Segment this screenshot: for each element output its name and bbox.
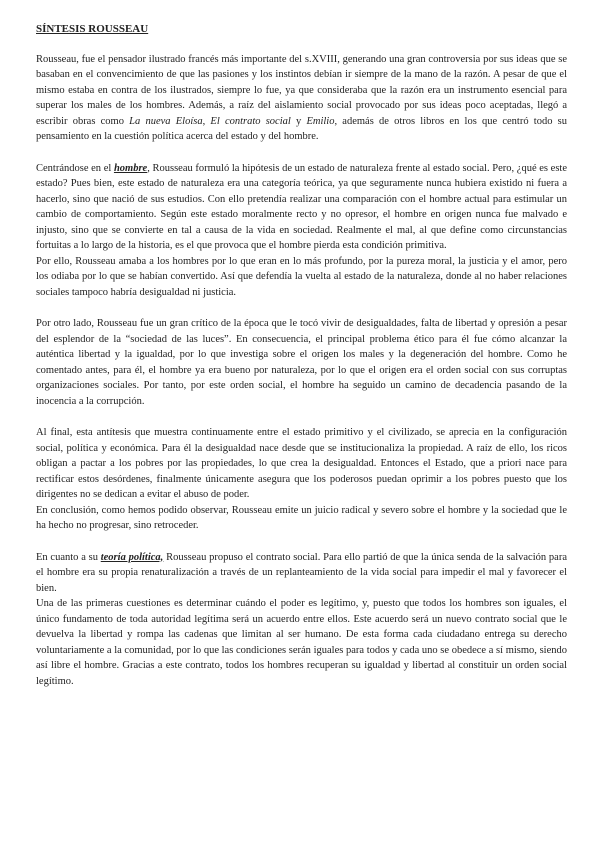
paragraph-teoria-politica xyxy=(36,550,567,597)
intro-text: Rousseau, fue el pensador ilustrado francés más importante del s.XVIII, generando una gran controversia por sus ideas que se basaban en el convencimiento de que las pasiones y los instintos debían ir siempre de la mano de la razón. A pesar de que el mismo estaba en contra de los ilustrados, siempre lo fue, ya que consideraba que la razón era un instrumento esencial para superar los males de los hombres. Además, a raíz del aislamiento social provocado por sus ideas poco aceptadas, llegó a escribir obras como xyxy=(36,53,567,127)
hombre-text: , Rousseau formuló la hipótesis de un estado de naturaleza frente al estado social. Pero, ¿qué es este estado? Pues bien, este estado de naturaleza era una categoría teórica, ya que seguramente nunca hubiera existido ni fuera a hacerlo, sino que nació de sus estudios. Con ello pretendía realizar una comparación con el hombre actual para estimular un cambio de comportamiento. Según este estado moralmente recto y no opresor, el hombre en origen nunca fue malvado e injusto, sino que se convierte en tal a causa de la vida en sociedad. Realmente el mal, al que define como circunstancias fortuitas a lo largo de la historia, es el que provoca que el hombre pierda esta condición primitiva. xyxy=(36,162,567,251)
document-page xyxy=(36,22,567,705)
intro-text-end: , además de otros libros en los que centró todo su pensamiento en la cuestión política acerca del estado y del hombre. xyxy=(36,115,567,142)
teoria-text-start: En cuanto a su xyxy=(36,551,101,563)
paragraph-por-ello: Por ello, Rousseau amaba a los hombres por lo que eran en lo más profundo, por la pureza moral, la justicia y el amor, pero los odiaba por lo que se habían convertido. Así que defendía la vuelta al estado de la naturaleza, donde al no haber relaciones sociales tampoco habría desigualdad ni justicia. xyxy=(36,255,567,298)
paragraph-conclusion: En conclusión, como hemos podido observar, Rousseau emite un juicio radical y severo sobre el hombre y la sociedad que le ha hecho no progresar, sino retroceder. xyxy=(36,504,567,531)
paragraph-hombre xyxy=(36,161,567,254)
work-title-emilio: Emilio xyxy=(306,115,335,127)
keyword-teoria-politica: teoría política, xyxy=(100,551,164,563)
paragraph-contrato: Una de las primeras cuestiones es determinar cuándo el poder es legítimo, y, puesto que todos los hombres son iguales, el único fundamento de toda autoridad legítima será un acuerdo entre ellos. Este acuerdo será un nuevo contrato social que le devuelva la libertad y rompa las cadenas que limitan al ser humano. De esta forma cada ciudadano entrega su derecho voluntariamente a la comunidad, por lo que las condiciones serán iguales para todos y cada uno se obedece a sí mismo, siendo así libre el hombre. Gracias a este contrato, todos los hombres recuperan su igualdad y libertad al constituir un orden social legítimo. xyxy=(36,598,567,687)
keyword-hombre: hombre xyxy=(113,162,148,174)
teoria-text: Rousseau propuso el contrato social. Para ello partió de que la única senda de la salvación para el hombre era su propia renaturalización a través de un replanteamiento de la vida social para impedir el mal y favorecer el bien. xyxy=(36,551,567,594)
separator: , xyxy=(202,115,211,127)
paragraph-intro xyxy=(36,52,567,145)
separator: y xyxy=(290,115,307,127)
work-title-contrato: El contrato social xyxy=(210,115,291,127)
hombre-text-start: Centrándose en el xyxy=(36,162,114,174)
work-title-eloisa: La nueva Eloísa xyxy=(129,115,203,127)
paragraph-critica: Por otro lado, Rousseau fue un gran crítico de la época que le tocó vivir de desigualdades, falta de libertad y opresión a pesar del esplendor de la “sociedad de las luces”. En consecuencia, el principal problema ético para él fue cómo alcanzar la auténtica libertad y la igualdad, por lo que investiga sobre el origen los males y la degeneración del hombre. Como he comentado antes, para él, el hombre ya era bueno por naturaleza, por lo que el origen era el orden social con sus corruptas organizaciones sociales. Por tanto, por este orden social, el hombre ha seguido un camino de decadencia pasando de la inocencia a la corrupción. xyxy=(36,318,567,407)
paragraph-antitesis: Al final, esta antítesis que muestra continuamente entre el estado primitivo y el civilizado, se aprecia en la configuración social, política y económica. Para él la desigualdad nace desde que se institucionaliza la propiedad. A raíz de ello, los ricos obligan a pactar a los pobres por las propiedades, lo que crea la desigualdad. Entonces el Estado, que a priori nace para rectificar estos desórdenes, finalmente únicamente asegura que los poderosos puedan oprimir a los pobres puesto que los dirigentes no se dedican a evitar el abuso de poder. xyxy=(36,427,567,500)
document-title: SÍNTESIS ROUSSEAU xyxy=(36,23,149,35)
